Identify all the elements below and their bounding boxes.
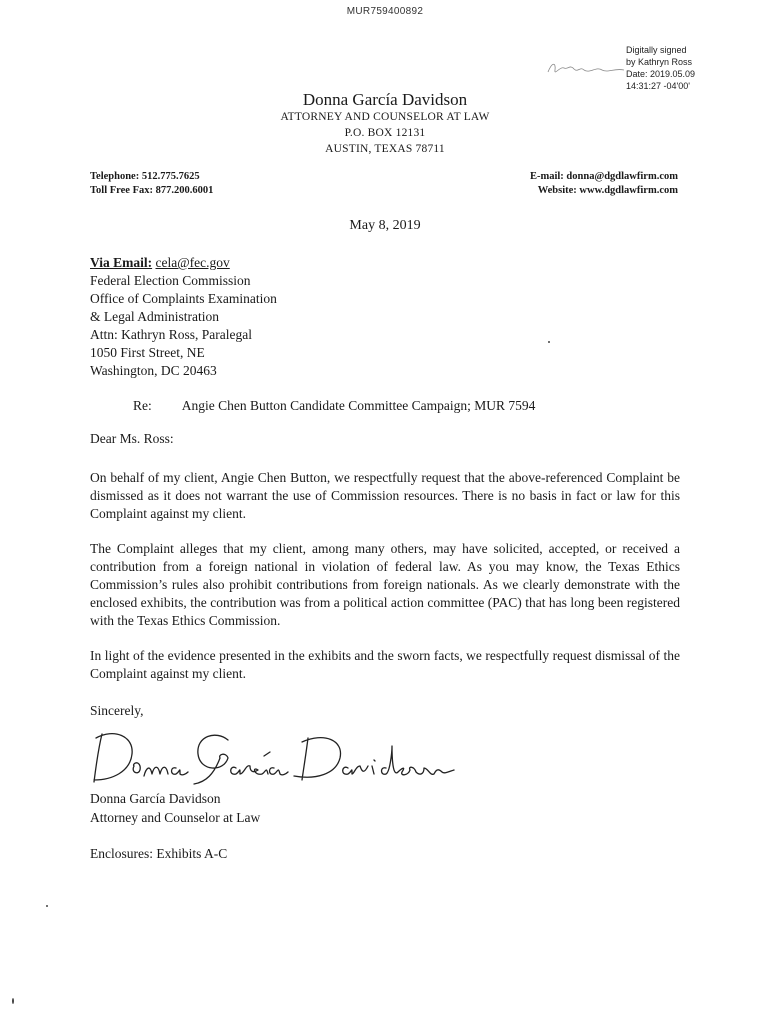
- fax: Toll Free Fax: 877.200.6001: [90, 185, 214, 196]
- digital-signature-line: Digitally signed: [626, 45, 687, 55]
- signer-title: Attorney and Counselor at Law: [90, 810, 261, 825]
- signer-block: [90, 789, 260, 827]
- recipient-line: Office of Complaints Examination: [90, 291, 277, 306]
- letterhead-po-box: P.O. BOX 12131: [344, 127, 426, 139]
- letterhead-name: Donna García Davidson: [302, 90, 468, 109]
- re-subject: Angie Chen Button Candidate Committee Campaign; MUR 7594: [181, 398, 536, 413]
- body-paragraph: In light of the evidence presented in the exhibits and the sworn facts, we respectfully request dismissal of the Complaint against my client.: [90, 648, 680, 681]
- email: E-mail: donna@dgdlawfirm.com: [529, 171, 678, 182]
- via-email-line: [90, 254, 277, 272]
- recipient-line: Federal Election Commission: [90, 273, 251, 288]
- recipient-address: [90, 254, 277, 380]
- signer-name: Donna García Davidson: [90, 791, 221, 806]
- handwritten-signature: [88, 726, 468, 788]
- letter-date: May 8, 2019: [349, 218, 421, 233]
- body-paragraph: The Complaint alleges that my client, among many others, may have solicited, accepted, or received a contribution from a foreign national in violation of federal law. As you may know, the Texas Ethics Commission’s rules also prohibit contributions from foreign nationals. As we clearly demonstrate with the enclosed exhibits, the contribution was from a political action committee (PAC) that has long been registered with the Texas Ethics Commission.: [90, 541, 680, 628]
- enclosures: Enclosures: Exhibits A-C: [90, 846, 228, 861]
- recipient-line: & Legal Administration: [90, 309, 219, 324]
- scan-speck: [548, 341, 550, 343]
- letterhead-title: ATTORNEY AND COUNSELOR AT LAW: [280, 111, 490, 123]
- salutation: Dear Ms. Ross:: [90, 431, 174, 446]
- via-email-address[interactable]: cela@fec.gov: [155, 255, 230, 270]
- digital-signature-stamp: [626, 44, 736, 92]
- closing: Sincerely,: [90, 703, 144, 718]
- body-paragraph: On behalf of my client, Angie Chen Button, we respectfully request that the above-referenced Complaint be dismissed as it does not warrant the use of Commission resources. There is no basis in fact or law for this Complaint against my client.: [90, 470, 680, 521]
- recipient-line: 1050 First Street, NE: [90, 345, 205, 360]
- digital-signature-scribble: [546, 58, 626, 80]
- contact-left: [90, 170, 213, 198]
- website: Website: www.dgdlawfirm.com: [537, 185, 678, 196]
- digital-signature-line: by Kathryn Ross: [626, 57, 693, 67]
- recipient-line: Washington, DC 20463: [90, 363, 217, 378]
- digital-signature-line: 14:31:27 -04'00': [626, 81, 690, 91]
- digital-signature-line: Date: 2019.05.09: [626, 69, 696, 79]
- re-line: [133, 398, 535, 414]
- re-label: Re:: [133, 398, 152, 413]
- via-email-label: Via Email:: [90, 255, 153, 270]
- scan-speck: [12, 998, 14, 1004]
- telephone: Telephone: 512.775.7625: [90, 171, 200, 182]
- document-id: MUR759400892: [346, 6, 424, 17]
- recipient-line: Attn: Kathryn Ross, Paralegal: [90, 327, 252, 342]
- scan-speck: [46, 905, 48, 907]
- contact-right: [530, 170, 678, 198]
- letterhead-city: AUSTIN, TEXAS 78711: [325, 143, 445, 155]
